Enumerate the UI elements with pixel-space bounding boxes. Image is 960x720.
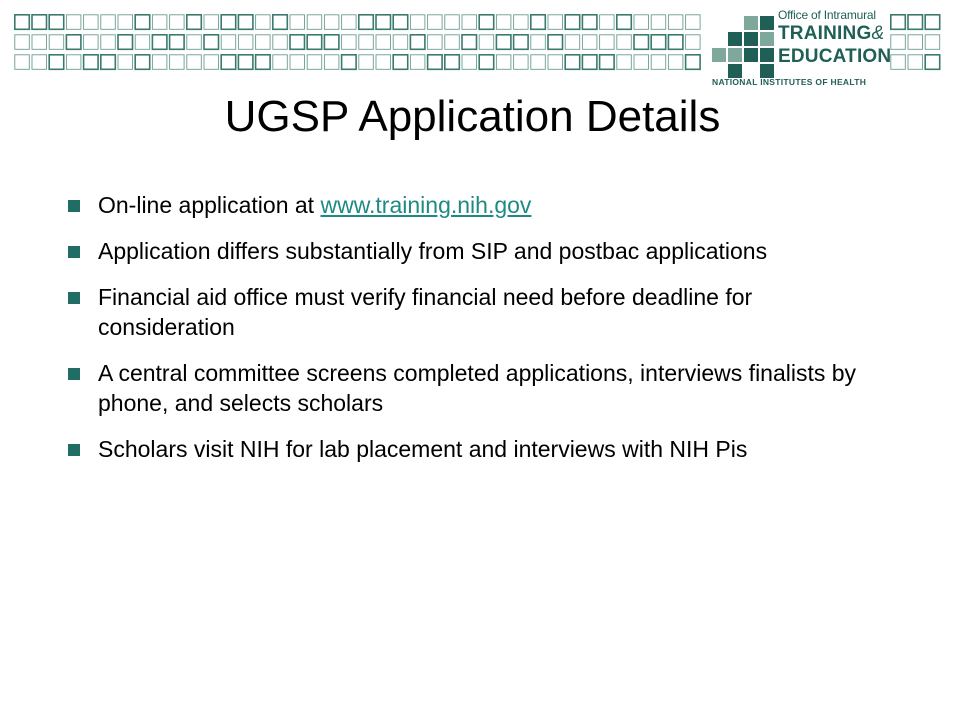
grid-square [634, 55, 649, 70]
grid-square [462, 15, 477, 29]
grid-square [376, 55, 391, 70]
grid-square [32, 35, 47, 50]
grid-square [617, 35, 632, 50]
grid-square [170, 55, 185, 70]
grid-square [565, 15, 580, 29]
grid-square [49, 15, 64, 29]
grid-square [651, 15, 666, 29]
header-grid-pattern [14, 14, 704, 74]
bullet-text: A central committee screens completed applications, interviews finalists by phone, and selects scholars [98, 360, 857, 416]
grid-square [66, 15, 81, 29]
grid-square [891, 15, 906, 29]
grid-square [548, 15, 563, 29]
grid-square [238, 55, 253, 70]
grid-square [462, 35, 477, 50]
bullet-text: Application differs substantially from SIP and postbac applications [98, 238, 768, 264]
logo-mark-icon [708, 16, 776, 78]
grid-square [514, 35, 529, 50]
grid-square [634, 15, 649, 29]
grid-square [307, 15, 322, 29]
grid-square [908, 15, 923, 29]
grid-square [531, 15, 546, 29]
logo-office-text: Office of Intramural [778, 8, 876, 22]
grid-square [445, 55, 460, 70]
square-bullet-icon [68, 292, 80, 304]
grid-square [359, 35, 374, 50]
bullet-text: Scholars visit NIH for lab placement and interviews with NIH Pis [98, 436, 748, 462]
grid-square [101, 15, 116, 29]
grid-square [600, 35, 615, 50]
bullet-item-central-committee [66, 358, 866, 418]
bullet-text: Financial aid office must verify financial need before deadline for consideration [98, 284, 753, 340]
grid-square [152, 35, 167, 50]
grid-square [66, 55, 81, 70]
grid-square [531, 55, 546, 70]
grid-square [686, 15, 701, 29]
grid-square [15, 35, 29, 50]
logo-ampersand: & [871, 23, 885, 44]
grid-square [445, 15, 460, 29]
grid-square [238, 35, 253, 50]
grid-square [445, 35, 460, 50]
grid-square [548, 35, 563, 50]
bullet-item-online-application [66, 190, 866, 220]
grid-square [324, 15, 339, 29]
grid-square [324, 55, 339, 70]
slide-title: UGSP Application Details [224, 92, 721, 141]
grid-square [66, 35, 81, 50]
grid-square [359, 15, 374, 29]
grid-square [668, 15, 683, 29]
grid-square [514, 55, 529, 70]
grid-square [135, 15, 150, 29]
grid-square [152, 15, 167, 29]
grid-square [204, 55, 219, 70]
grid-square [290, 55, 305, 70]
grid-square [256, 35, 271, 50]
grid-square [617, 55, 632, 70]
grid-square [479, 55, 494, 70]
grid-square [668, 35, 683, 50]
grid-square [496, 35, 511, 50]
grid-square [101, 35, 116, 50]
grid-square [651, 55, 666, 70]
grid-square [410, 55, 425, 70]
grid-square [686, 55, 701, 70]
grid-square [204, 35, 219, 50]
logo-training-word: TRAINING [778, 23, 872, 44]
grid-square [908, 35, 923, 50]
grid-square [84, 55, 99, 70]
grid-square [15, 55, 29, 70]
grid-square [187, 55, 202, 70]
logo-agency-text: NATIONAL INSTITUTES OF HEALTH [712, 77, 867, 87]
grid-square [273, 15, 288, 29]
grid-square [428, 35, 443, 50]
grid-square [462, 55, 477, 70]
grid-square [307, 35, 322, 50]
grid-square [531, 35, 546, 50]
grid-square [479, 15, 494, 29]
grid-square [565, 55, 580, 70]
grid-square [273, 35, 288, 50]
grid-square [496, 55, 511, 70]
grid-square [49, 35, 64, 50]
grid-square [32, 15, 47, 29]
grid-square [152, 55, 167, 70]
grid-square [582, 15, 597, 29]
grid-square [307, 55, 322, 70]
grid-square [582, 55, 597, 70]
grid-square [238, 15, 253, 29]
grid-square [600, 15, 615, 29]
grid-square [925, 55, 940, 70]
header-grid-pattern-right [890, 14, 948, 74]
grid-square [170, 35, 185, 50]
grid-square [118, 55, 133, 70]
bullet-text: On-line application at [98, 192, 321, 218]
bullet-list [66, 190, 866, 480]
grid-square [256, 15, 271, 29]
grid-square [376, 15, 391, 29]
grid-square [428, 15, 443, 29]
grid-square [634, 35, 649, 50]
grid-square [479, 35, 494, 50]
grid-square [273, 55, 288, 70]
grid-square [170, 15, 185, 29]
grid-square [376, 35, 391, 50]
bullet-item-financial-aid [66, 282, 866, 342]
grid-square [393, 15, 408, 29]
grid-square [135, 55, 150, 70]
square-bullet-icon [68, 246, 80, 258]
grid-square [101, 55, 116, 70]
grid-square [221, 35, 236, 50]
grid-square [548, 55, 563, 70]
grid-square [393, 35, 408, 50]
grid-square [84, 35, 99, 50]
grid-square [891, 35, 906, 50]
grid-square [204, 15, 219, 29]
square-bullet-icon [68, 200, 80, 212]
grid-square [393, 55, 408, 70]
grid-square [290, 15, 305, 29]
grid-square [84, 15, 99, 29]
grid-square [32, 55, 47, 70]
grid-square [342, 55, 357, 70]
grid-square [496, 15, 511, 29]
grid-square [290, 35, 305, 50]
grid-square [324, 35, 339, 50]
grid-square [891, 55, 906, 70]
grid-square [221, 15, 236, 29]
grid-square [359, 55, 374, 70]
grid-square [410, 15, 425, 29]
training-website-link[interactable]: www.training.nih.gov [320, 192, 532, 218]
grid-square [410, 35, 425, 50]
grid-square [651, 35, 666, 50]
square-bullet-icon [68, 368, 80, 380]
grid-square [668, 55, 683, 70]
grid-square [342, 15, 357, 29]
grid-square [565, 35, 580, 50]
grid-square [582, 35, 597, 50]
grid-square [187, 35, 202, 50]
grid-square [187, 15, 202, 29]
grid-square [49, 55, 64, 70]
grid-square [925, 15, 940, 29]
grid-square [600, 55, 615, 70]
square-bullet-icon [68, 444, 80, 456]
logo-education-text: EDUCATION [778, 46, 892, 67]
grid-square [118, 15, 133, 29]
grid-square [908, 55, 923, 70]
grid-square [514, 15, 529, 29]
oite-logo [708, 6, 892, 92]
bullet-item-scholars-visit [66, 434, 866, 464]
grid-square [925, 35, 940, 50]
bullet-item-application-differs [66, 236, 866, 266]
grid-square [686, 35, 701, 50]
logo-training-text [778, 23, 884, 45]
grid-square [135, 35, 150, 50]
grid-square [221, 55, 236, 70]
grid-square [428, 55, 443, 70]
grid-square [15, 15, 29, 29]
grid-square [342, 35, 357, 50]
grid-square [118, 35, 133, 50]
grid-square [617, 15, 632, 29]
grid-square [256, 55, 271, 70]
